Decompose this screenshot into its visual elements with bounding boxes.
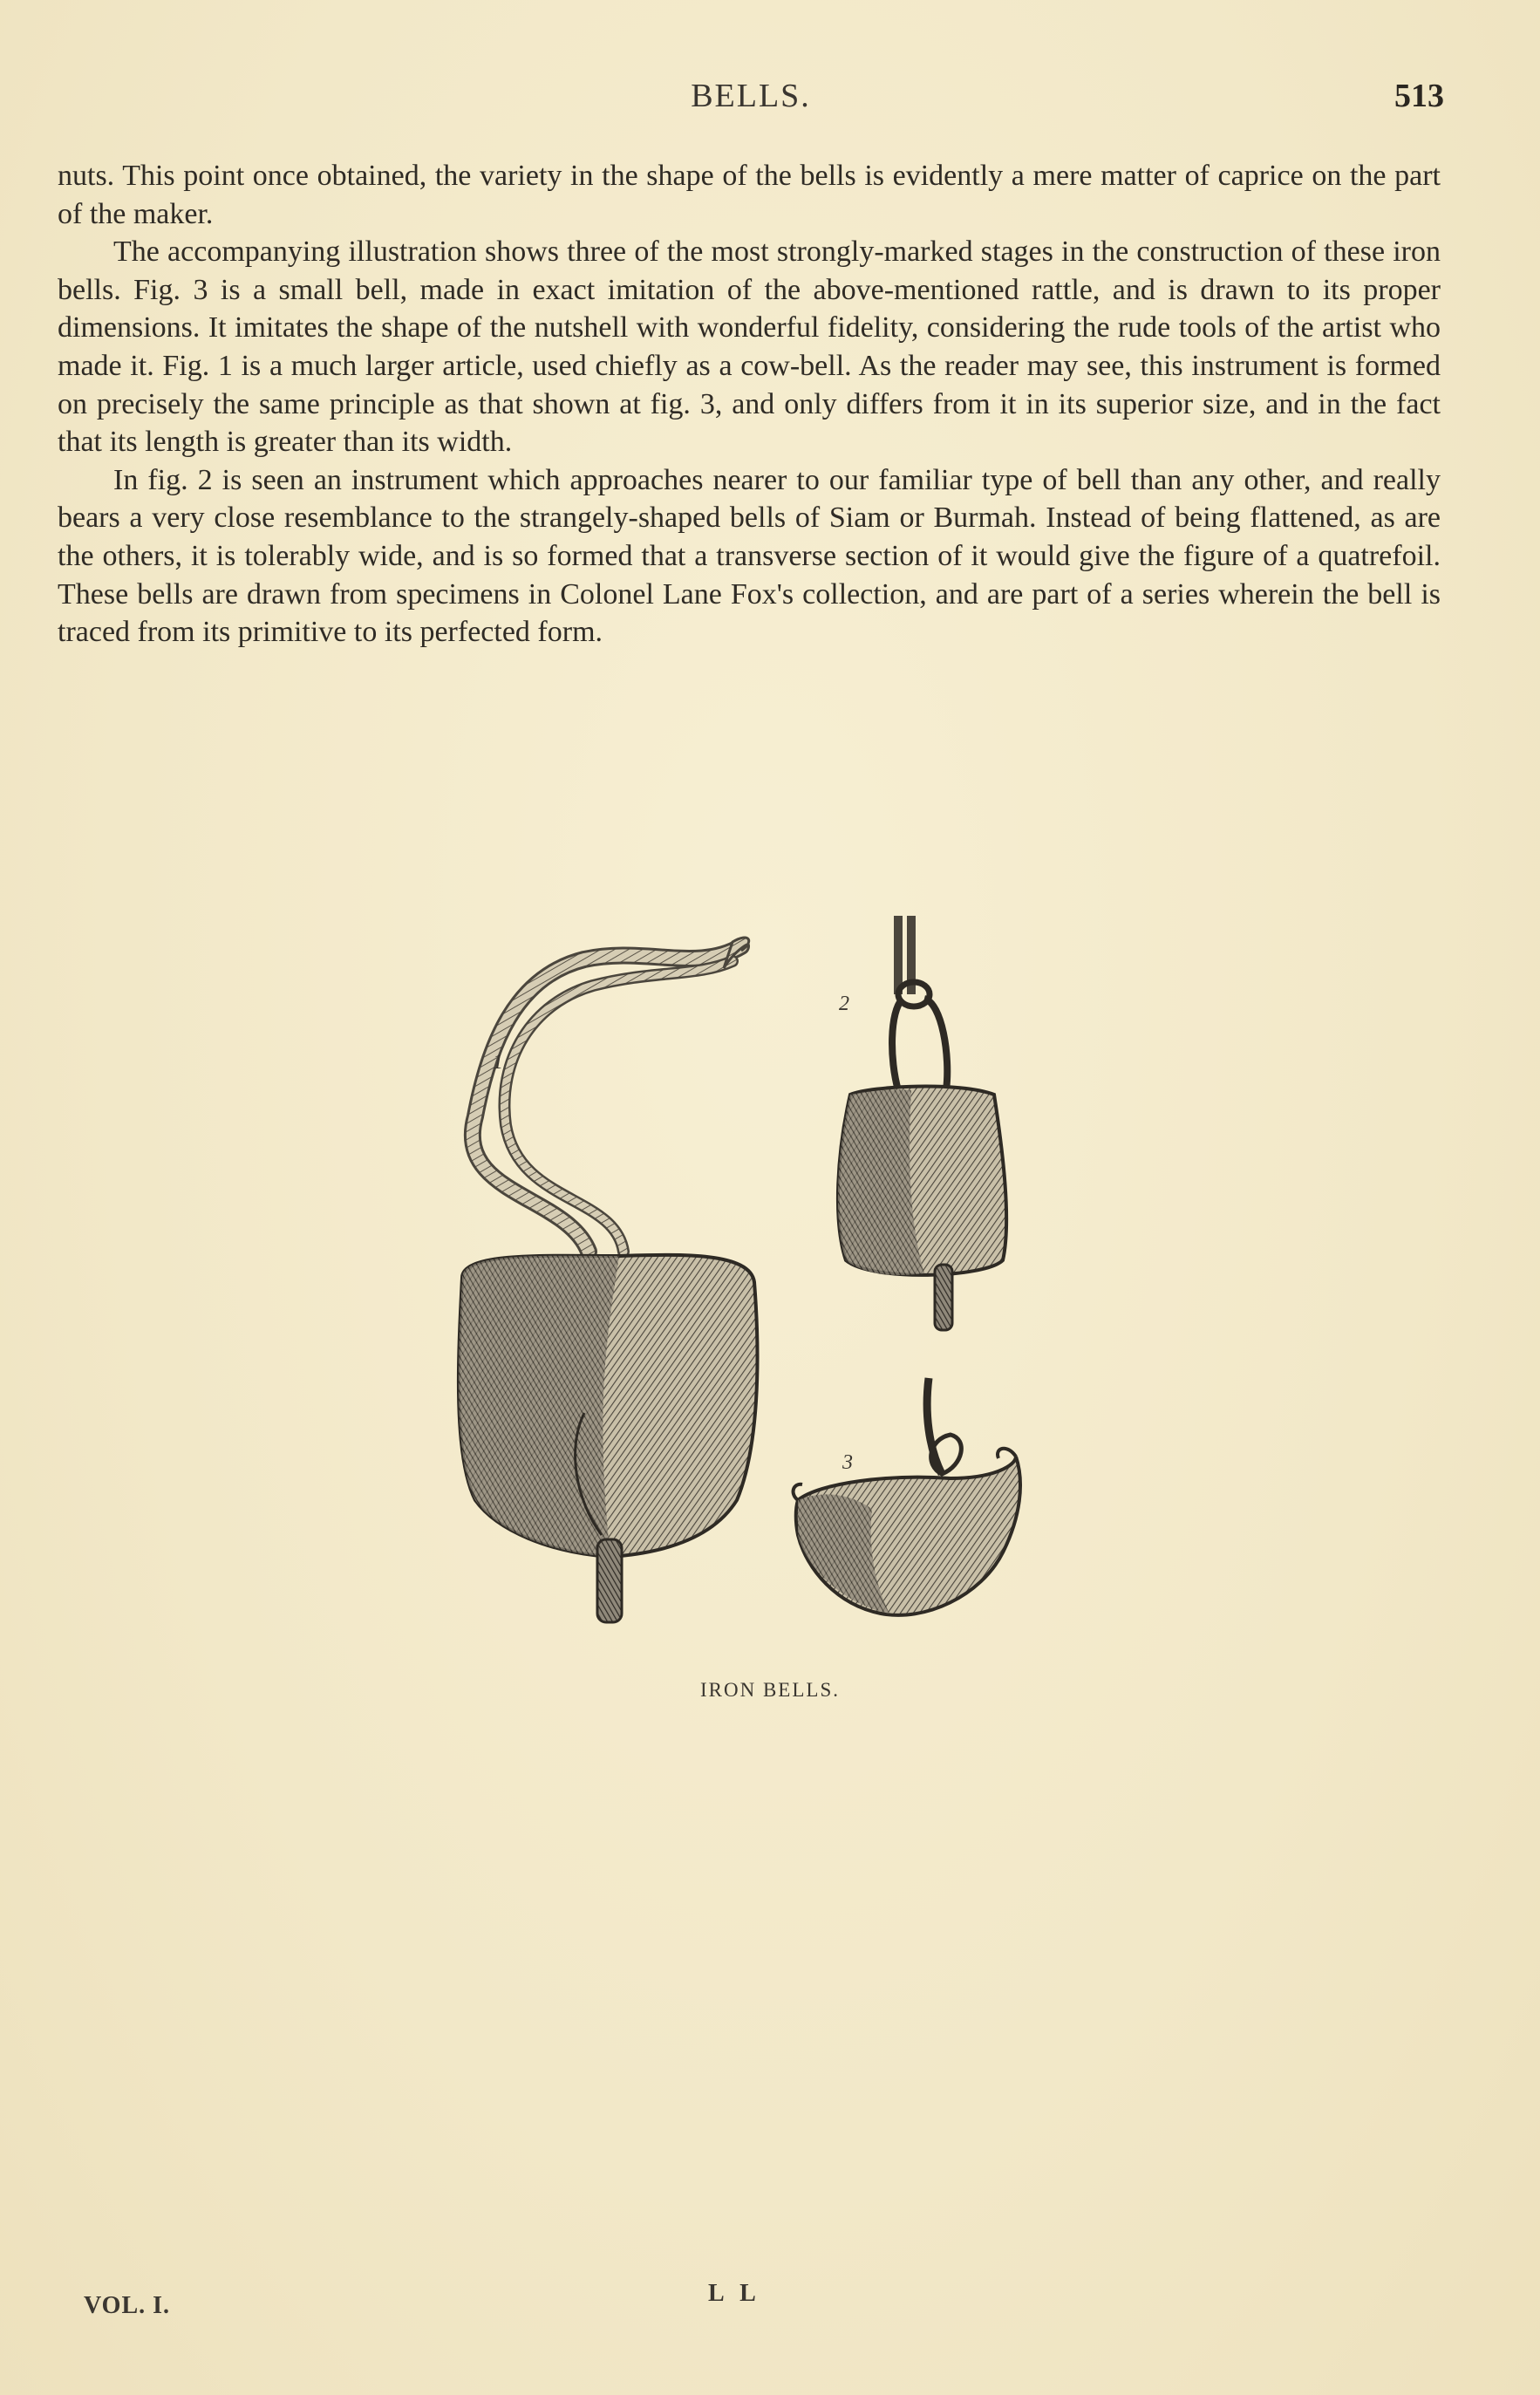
volume-mark: VOL. I. bbox=[84, 2292, 171, 2319]
paragraph-1: nuts. This point once obtained, the variety in the shape of the bells is evidently a mere matter of caprice on the part of the maker. bbox=[58, 160, 1441, 230]
body-text bbox=[58, 157, 1441, 652]
figure-3-nutshell-bell bbox=[794, 1378, 1020, 1615]
iron-bells-illustration bbox=[436, 907, 1064, 1657]
signature-mark: L L bbox=[708, 2280, 761, 2307]
figure-2-quatrefoil-bell bbox=[838, 916, 1006, 1330]
figure-caption: IRON BELLS. bbox=[700, 1679, 840, 1701]
figure-3-label: 3 bbox=[842, 1451, 853, 1474]
figure-2-label: 2 bbox=[839, 993, 849, 1015]
running-head bbox=[58, 77, 1444, 120]
page-number: 513 bbox=[1394, 78, 1444, 114]
figure-1-cow-bell bbox=[459, 938, 758, 1622]
running-title: BELLS. bbox=[691, 78, 811, 114]
paragraph-2: The accompanying illustration shows three of the most strongly-marked stages in the construction of these iron bells. Fig. 3 is a small bell, made in exact imitation of the above-mentioned rattle, and is drawn to its proper dimensions. It imitates the shape of the nutshell with wonderful fidelity, considering the rude tools of the artist who made it. Fig. 1 is a much larger article, used chiefly as a cow-bell. As the reader may see, this instrument is formed on precisely the same principle as that shown at fig. 3, and only differs from it in its superior size, and in the fact that its length is greater than its width. bbox=[58, 235, 1441, 459]
paragraph-3: In fig. 2 is seen an instrument which approaches nearer to our familiar type of bell than any other, and really bears a very close resemblance to the strangely-shaped bells of Siam or Burmah. Instead of being flattened, as are the others, it is tolerably wide, and is so formed that a transverse section of it would give the figure of a quatrefoil. These bells are drawn from specimens in Colonel Lane Fox's collection, and are part of a series wherein the bell is traced from its primitive to its perfected form. bbox=[58, 463, 1441, 649]
figure-1-label: 1 bbox=[493, 1051, 503, 1074]
